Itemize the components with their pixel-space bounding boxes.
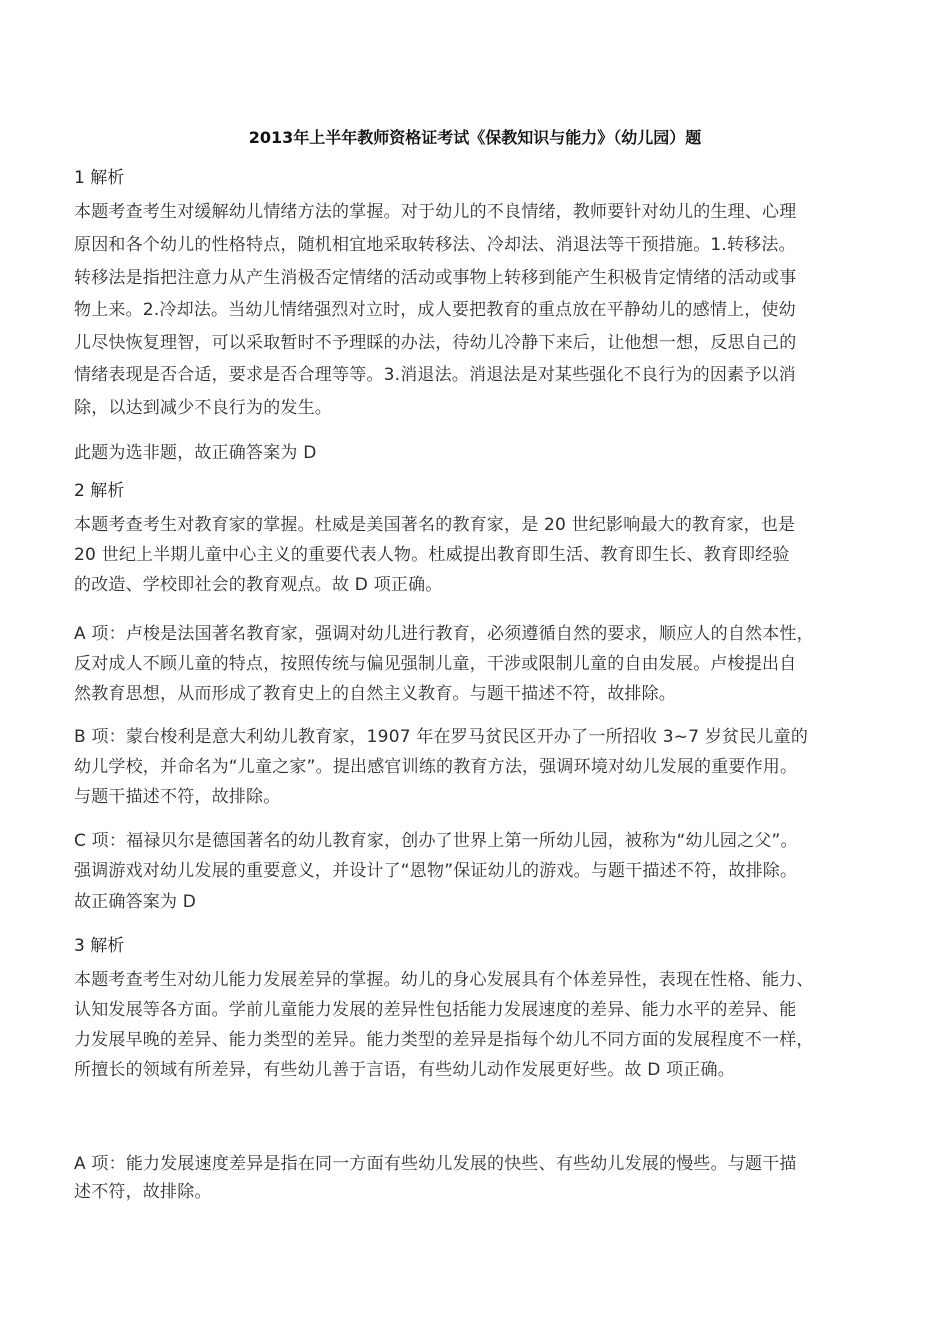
section-3-option-a: 述不符，故排除。 [74, 1182, 212, 1202]
section-2-heading: 2 解析 [74, 481, 125, 501]
section-1-line: 本题考查考生对缓解幼儿情绪方法的掌握。对于幼儿的不良情绪，教师要针对幼儿的生理、心理 [74, 202, 797, 222]
section-2-option-a: A 项：卢梭是法国著名教育家，强调对幼儿进行教育，必须遵循自然的要求，顺应人的自然本性， [74, 624, 814, 644]
section-2-line: 20 世纪上半期儿童中心主义的重要代表人物。杜威提出教育即生活、教育即生长、教育即经验 [74, 545, 790, 565]
section-1-line: 情绪表现是否合适，要求是否合理等等。3.消退法。消退法是对某些强化不良行为的因素予以消 [74, 365, 796, 385]
section-1-answer: 此题为选非题，故正确答案为 D [74, 443, 317, 463]
section-1-line: 儿尽快恢复理智，可以采取暂时不予理睬的办法，待幼儿冷静下来后，让他想一想，反思自己的 [74, 333, 797, 353]
document-title: 2013年上半年教师资格证考试《保教知识与能力》（幼儿园）题 [248, 128, 702, 147]
section-3-heading: 3 解析 [74, 936, 125, 956]
section-3-line: 认知发展等各方面。学前儿童能力发展的差异性包括能力发展速度的差异、能力水平的差异、能 [74, 1000, 797, 1020]
section-1-heading: 1 解析 [74, 168, 125, 188]
section-1-line: 转移法是指把注意力从产生消极否定情绪的活动或事物上转移到能产生积极肯定情绪的活动或事 [74, 268, 797, 288]
section-3-option-a: A 项：能力发展速度差异是指在同一方面有些幼儿发展的快些、有些幼儿发展的慢些。与题干描 [74, 1154, 797, 1174]
section-3-line: 本题考查考生对幼儿能力发展差异的掌握。幼儿的身心发展具有个体差异性，表现在性格、能力、 [74, 970, 814, 990]
section-1-line: 除，以达到减少不良行为的发生。 [74, 398, 332, 418]
section-3-line: 力发展早晚的差异、能力类型的差异。能力类型的差异是指每个幼儿不同方面的发展程度不一样， [74, 1030, 814, 1050]
section-2-option-a: 然教育思想，从而形成了教育史上的自然主义教育。与题干描述不符，故排除。 [74, 684, 676, 704]
section-2-option-a: 反对成人不顾儿童的特点，按照传统与偏见强制儿童，干涉或限制儿童的自由发展。卢梭提出自 [74, 654, 797, 674]
section-2-answer: 故正确答案为 D [74, 892, 197, 912]
section-2-option-b: 幼儿学校，并命名为“儿童之家”。提出感官训练的教育方法，强调环境对幼儿发展的重要作用。 [74, 757, 798, 777]
section-2-option-c: C 项：福禄贝尔是德国著名的幼儿教育家，创办了世界上第一所幼儿园，被称为“幼儿园之父”。 [74, 831, 798, 851]
section-1-line: 原因和各个幼儿的性格特点，随机相宜地采取转移法、冷却法、消退法等干预措施。1.转移法。 [74, 235, 796, 255]
section-2-option-b: 与题干描述不符，故排除。 [74, 787, 281, 807]
section-2-line: 本题考查考生对教育家的掌握。杜威是美国著名的教育家，是 20 世纪影响最大的教育家，也是 [74, 515, 796, 535]
section-3-line: 所擅长的领域有所差异，有些幼儿善于言语，有些幼儿动作发展更好些。故 D 项正确。 [74, 1060, 735, 1080]
section-2-line: 的改造、学校即社会的教育观点。故 D 项正确。 [74, 575, 443, 595]
section-2-option-b: B 项：蒙台梭利是意大利幼儿教育家，1907 年在罗马贫民区开办了一所招收 3~7 岁贫民儿童的 [74, 727, 809, 747]
section-1-line: 物上来。2.冷却法。当幼儿情绪强烈对立时，成人要把教育的重点放在平静幼儿的感情上，使幼 [74, 300, 796, 320]
section-2-option-c: 强调游戏对幼儿发展的重要意义，并设计了“恩物”保证幼儿的游戏。与题干描述不符，故排除。 [74, 861, 798, 881]
